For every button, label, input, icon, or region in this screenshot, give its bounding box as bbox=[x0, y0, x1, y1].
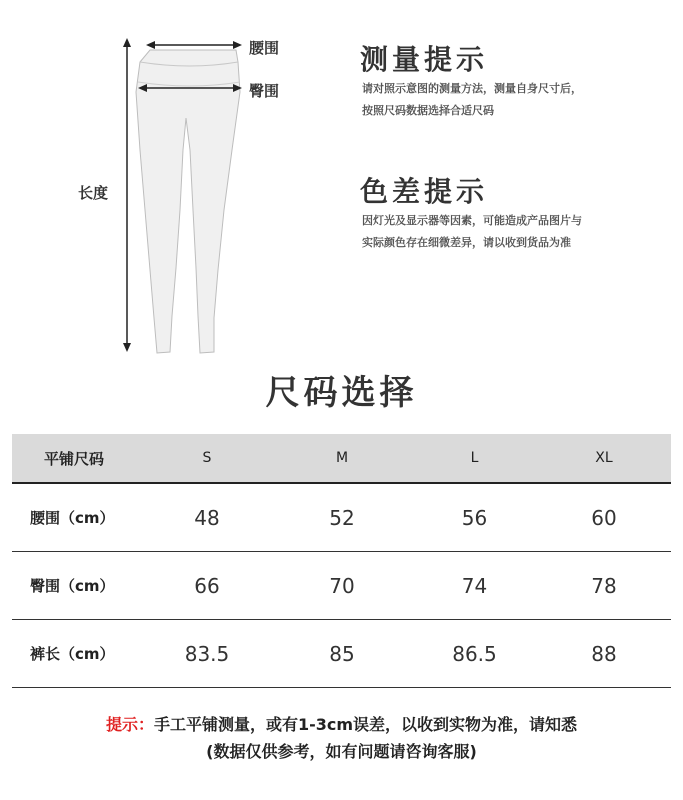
note-line-1 bbox=[0, 712, 683, 735]
table-cell: 70 bbox=[329, 573, 355, 598]
note-line-2: (数据仅供参考，如有问题请咨询客服) bbox=[206, 742, 477, 761]
color-tip-title: 色差提示 bbox=[360, 175, 489, 208]
table-cell: 66 bbox=[194, 573, 220, 598]
waist-label: 腰围 bbox=[249, 39, 280, 57]
header-size-l: L bbox=[470, 450, 479, 466]
table-cell: 48 bbox=[194, 505, 220, 530]
table-cell: 85 bbox=[329, 641, 355, 666]
color-tip-line2: 实际颜色存在细微差异，请以收到货品为准 bbox=[362, 236, 571, 249]
hip-label: 臀围 bbox=[249, 82, 280, 100]
leggings-illustration bbox=[0, 0, 683, 360]
table-cell: 52 bbox=[329, 505, 355, 530]
measure-tip-line2: 按照尺码数据选择合适尺码 bbox=[362, 104, 494, 117]
measurement-figure bbox=[0, 0, 683, 360]
note-prefix: 提示： bbox=[105, 715, 154, 734]
length-arrow bbox=[123, 38, 131, 352]
row-label: 腰围（cm） bbox=[30, 509, 115, 527]
note-text: 手工平铺测量，或有1-3cm误差，以收到实物为准，请知悉 bbox=[153, 715, 578, 734]
table-header bbox=[12, 434, 671, 484]
row-label: 裤长（cm） bbox=[30, 645, 115, 663]
table-row bbox=[12, 484, 671, 552]
section-title: 尺码选择 bbox=[265, 373, 418, 413]
table-cell: 60 bbox=[591, 505, 617, 530]
waist-arrow bbox=[146, 41, 242, 49]
table-cell: 56 bbox=[461, 505, 488, 530]
row-label: 臀围（cm） bbox=[30, 577, 115, 595]
table-cell: 78 bbox=[591, 573, 617, 598]
table-row bbox=[12, 620, 671, 688]
size-table bbox=[12, 434, 671, 688]
length-label: 长度 bbox=[78, 184, 109, 202]
measure-tip-line1: 请对照示意图的测量方法，测量自身尺寸后， bbox=[362, 82, 582, 95]
measure-tip-title: 测量提示 bbox=[360, 43, 489, 76]
header-size-xl: XL bbox=[595, 450, 613, 466]
header-size-m: M bbox=[335, 450, 349, 466]
table-cell: 74 bbox=[461, 573, 488, 598]
table-row bbox=[12, 552, 671, 620]
table-cell: 86.5 bbox=[452, 641, 497, 666]
leggings-shape bbox=[136, 50, 240, 353]
table-cell: 83.5 bbox=[184, 641, 230, 666]
color-tip-line1: 因灯光及显示器等因素，可能造成产品图片与 bbox=[362, 214, 582, 227]
color-tip-text bbox=[362, 210, 662, 254]
measure-tip-text bbox=[362, 78, 662, 122]
header-label: 平铺尺码 bbox=[44, 449, 105, 468]
header-size-s: S bbox=[202, 450, 212, 466]
table-cell: 88 bbox=[591, 641, 617, 666]
